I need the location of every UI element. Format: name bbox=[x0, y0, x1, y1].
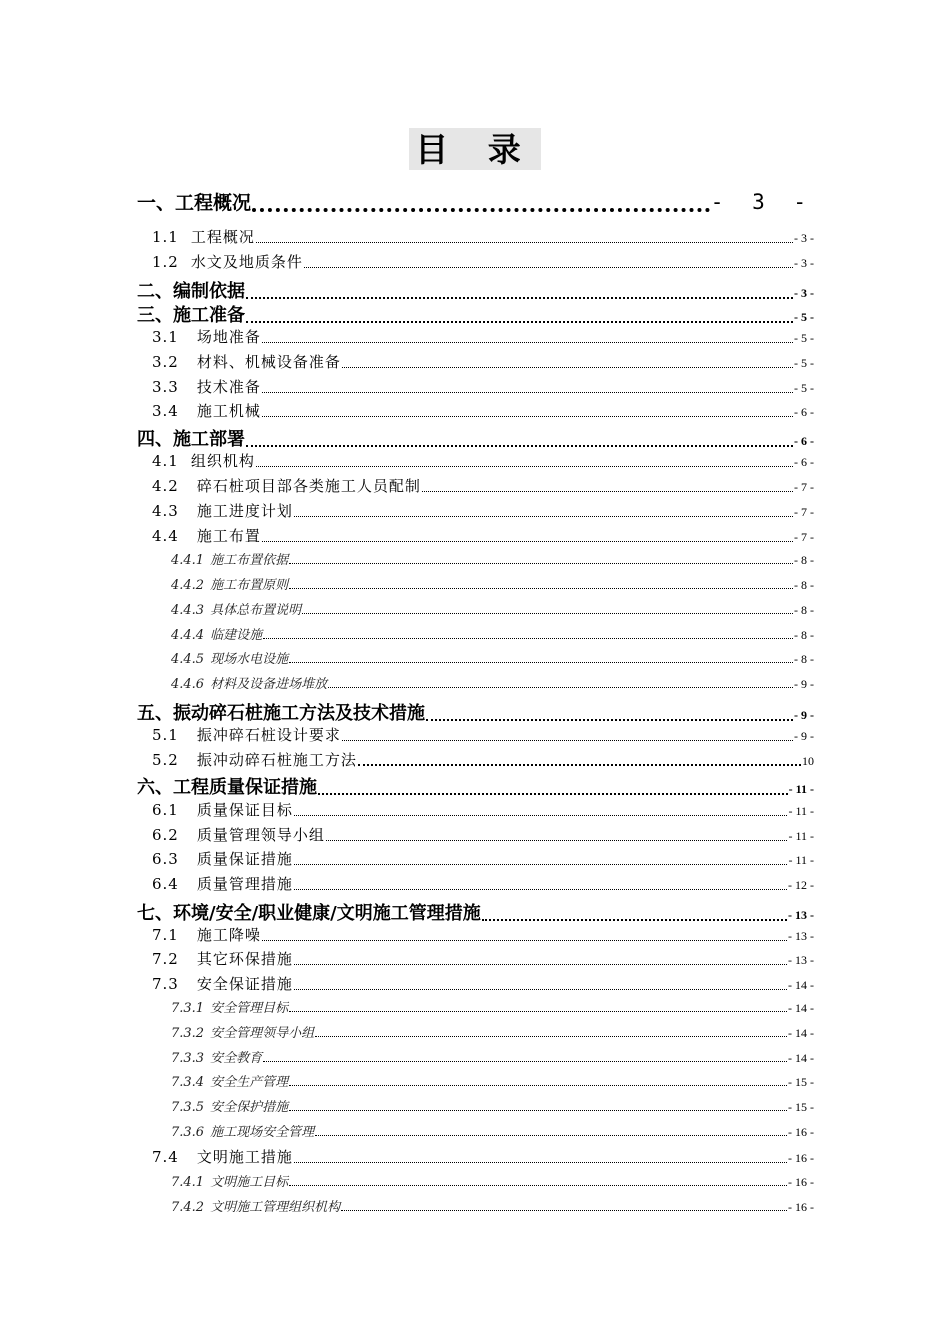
toc-entry-label bbox=[152, 724, 341, 745]
toc-entry-label bbox=[137, 699, 425, 725]
toc-entry-text: 工程概况 bbox=[190, 228, 255, 246]
toc-entry-label bbox=[171, 1121, 314, 1140]
toc-entry[interactable] bbox=[152, 799, 814, 820]
toc-leader-dots bbox=[289, 1185, 787, 1186]
toc-entry[interactable] bbox=[152, 724, 814, 745]
toc-leader-dots bbox=[246, 321, 793, 323]
toc-entry-number: 5.2 bbox=[152, 751, 179, 769]
toc-entry-text: 文明施工措施 bbox=[196, 1148, 293, 1166]
toc-entry-text: 施工进度计划 bbox=[196, 502, 293, 520]
toc-entry-text: 质量保证目标 bbox=[196, 801, 293, 819]
toc-leader-dots bbox=[358, 764, 801, 766]
toc-entry[interactable] bbox=[171, 549, 814, 568]
toc-entry-page: - 11 - bbox=[788, 804, 814, 818]
toc-leader-dots bbox=[262, 940, 787, 941]
toc-entry-number: 7.3.4 bbox=[171, 1075, 205, 1090]
toc-entry-number: 7.2 bbox=[152, 950, 179, 968]
toc-entry[interactable] bbox=[152, 400, 814, 421]
toc-leader-dots bbox=[422, 491, 793, 492]
toc-entry[interactable] bbox=[152, 376, 814, 397]
toc-entry-number: 1.2 bbox=[152, 253, 179, 271]
toc-entry-number: 7.4.2 bbox=[171, 1200, 205, 1215]
toc-entry-label bbox=[152, 351, 341, 372]
toc-entry-label bbox=[171, 1096, 288, 1115]
toc-entry[interactable] bbox=[171, 624, 814, 643]
toc-entry[interactable] bbox=[152, 873, 814, 894]
toc-leader-dots bbox=[289, 588, 793, 589]
toc-entry[interactable] bbox=[171, 599, 814, 618]
toc-entry[interactable] bbox=[171, 648, 814, 667]
toc-entry-text: 水文及地质条件 bbox=[190, 253, 303, 271]
toc-entry-page: - 3 - bbox=[710, 190, 814, 214]
toc-entry-page: - 8 - bbox=[794, 652, 814, 666]
toc-entry-label bbox=[152, 525, 261, 546]
toc-entry[interactable] bbox=[137, 425, 814, 451]
toc-entry-page: - 11 - bbox=[788, 782, 814, 796]
toc-leader-dots bbox=[294, 1162, 787, 1163]
toc-entry-text: 安全生产管理 bbox=[210, 1075, 289, 1090]
toc-entry[interactable] bbox=[137, 899, 814, 925]
toc-entry-number: 7.4.1 bbox=[171, 1175, 205, 1190]
toc-entry-number: 3.2 bbox=[152, 353, 179, 371]
toc-entry[interactable] bbox=[152, 326, 814, 347]
toc-entry-page: 10 bbox=[802, 754, 814, 768]
toc-leader-dots bbox=[246, 445, 793, 447]
toc-entry[interactable] bbox=[137, 188, 814, 215]
toc-entry-label bbox=[152, 749, 357, 770]
toc-entry-text: 七、环境/安全/职业健康/文明施工管理措施 bbox=[137, 903, 481, 924]
toc-entry-page: - 13 - bbox=[788, 929, 814, 943]
toc-entry-text: 四、施工部署 bbox=[137, 429, 245, 450]
toc-entry-page: - 16 - bbox=[788, 1175, 814, 1189]
toc-entry-number: 7.4 bbox=[152, 1148, 179, 1166]
toc-entry-text: 材料、机械设备准备 bbox=[196, 353, 341, 371]
toc-entry-label bbox=[152, 400, 261, 421]
toc-entry-label bbox=[171, 1196, 340, 1215]
toc-entry-text: 安全管理领导小组 bbox=[210, 1026, 315, 1041]
toc-leader-dots bbox=[263, 1061, 787, 1062]
toc-entry-page: - 8 - bbox=[794, 578, 814, 592]
toc-entry-page: - 8 - bbox=[794, 553, 814, 567]
toc-entry[interactable] bbox=[171, 574, 814, 593]
toc-entry[interactable] bbox=[137, 301, 814, 327]
toc-entry-page: - 13 - bbox=[788, 908, 814, 922]
toc-entry-text: 三、施工准备 bbox=[137, 305, 245, 326]
toc-entry-label bbox=[137, 277, 245, 303]
toc-entry-page: - 5 - bbox=[794, 381, 814, 395]
toc-leader-dots bbox=[262, 342, 793, 343]
toc-entry[interactable] bbox=[152, 824, 814, 845]
toc-entry-label bbox=[152, 824, 325, 845]
toc-entry-page: - 14 - bbox=[788, 1051, 814, 1065]
toc-leader-dots bbox=[302, 613, 793, 614]
toc-leader-dots bbox=[294, 516, 793, 517]
toc-leader-dots bbox=[342, 367, 793, 368]
toc-entry-text: 质量保证措施 bbox=[196, 850, 293, 868]
toc-leader-dots bbox=[289, 1011, 787, 1012]
toc-entry[interactable] bbox=[171, 997, 814, 1016]
toc-entry[interactable] bbox=[152, 948, 814, 969]
toc-entry-label bbox=[137, 899, 481, 925]
toc-entry[interactable] bbox=[171, 1096, 814, 1115]
toc-leader-dots bbox=[294, 964, 787, 965]
toc-entry-text: 其它环保措施 bbox=[196, 950, 293, 968]
toc-entry-number: 5.1 bbox=[152, 726, 179, 744]
toc-entry-text: 技术准备 bbox=[196, 378, 261, 396]
toc-entry-label bbox=[152, 948, 293, 969]
toc-leader-dots bbox=[256, 242, 793, 243]
toc-entry-text: 一、工程概况 bbox=[137, 192, 252, 214]
toc-entry-label bbox=[152, 924, 261, 945]
toc-entry-text: 施工机械 bbox=[196, 402, 261, 420]
toc-entry[interactable] bbox=[152, 450, 814, 471]
toc-entry-text: 安全教育 bbox=[210, 1051, 263, 1066]
toc-entry-page: - 11 - bbox=[788, 853, 814, 867]
toc-leader-dots bbox=[326, 840, 788, 841]
toc-entry-text: 振冲动碎石桩施工方法 bbox=[196, 751, 357, 769]
title-wrap bbox=[0, 128, 950, 170]
toc-leader-dots bbox=[252, 208, 710, 212]
toc-entry-page: - 7 - bbox=[794, 530, 814, 544]
toc-leader-dots bbox=[294, 989, 787, 990]
toc-leader-dots bbox=[262, 541, 793, 542]
toc-entry-label bbox=[171, 648, 288, 667]
toc-entry-page: - 3 - bbox=[794, 231, 814, 245]
toc-entry[interactable] bbox=[152, 924, 814, 945]
toc-entry-text: 五、振动碎石桩施工方法及技术措施 bbox=[137, 703, 425, 724]
toc-entry-label bbox=[152, 1146, 293, 1167]
toc-entry-label bbox=[152, 376, 261, 397]
toc-entry-page: - 7 - bbox=[794, 505, 814, 519]
toc-entry-label bbox=[171, 549, 288, 568]
toc-entry-page: - 8 - bbox=[794, 628, 814, 642]
toc-entry-text: 施工降噪 bbox=[196, 926, 261, 944]
toc-entry[interactable] bbox=[171, 1171, 814, 1190]
toc-entry-page: - 13 - bbox=[788, 953, 814, 967]
toc-entry[interactable] bbox=[152, 500, 814, 521]
toc-entry-number: 6.2 bbox=[152, 826, 179, 844]
toc-entry-text: 材料及设备进场堆放 bbox=[210, 677, 328, 692]
toc-entry[interactable] bbox=[171, 673, 814, 692]
toc-leader-dots bbox=[482, 919, 787, 921]
toc-entry-number: 6.1 bbox=[152, 801, 179, 819]
toc-entry-number: 7.3.2 bbox=[171, 1026, 205, 1041]
toc-entry[interactable] bbox=[171, 1196, 814, 1215]
toc-entry-label bbox=[137, 773, 317, 799]
toc-entry-text: 施工布置 bbox=[196, 527, 261, 545]
toc-leader-dots bbox=[318, 793, 788, 795]
toc-entry-page: - 14 - bbox=[788, 978, 814, 992]
toc-entry-page: - 15 - bbox=[788, 1075, 814, 1089]
toc-entry-text: 安全管理目标 bbox=[210, 1001, 289, 1016]
toc-leader-dots bbox=[262, 392, 793, 393]
toc-entry-page: - 5 - bbox=[794, 356, 814, 370]
toc-entry-text: 安全保证措施 bbox=[196, 975, 293, 993]
toc-leader-dots bbox=[246, 297, 793, 299]
toc-entry-text: 组织机构 bbox=[190, 452, 255, 470]
toc-entry-label bbox=[152, 848, 293, 869]
toc-entry-label bbox=[171, 624, 262, 643]
toc-leader-dots bbox=[304, 267, 793, 268]
toc-entry-number: 4.4.4 bbox=[171, 628, 205, 643]
toc-entry-page: - 15 - bbox=[788, 1100, 814, 1114]
toc-leader-dots bbox=[263, 638, 793, 639]
toc-entry-page: - 16 - bbox=[788, 1151, 814, 1165]
toc-entry-label bbox=[152, 500, 293, 521]
toc-leader-dots bbox=[294, 864, 788, 865]
toc-entry-label bbox=[137, 188, 251, 215]
toc-entry-text: 质量管理领导小组 bbox=[196, 826, 325, 844]
toc-entry[interactable] bbox=[152, 226, 814, 247]
toc-entry-page: - 16 - bbox=[788, 1125, 814, 1139]
toc-entry[interactable] bbox=[152, 351, 814, 372]
toc-entry-page: - 9 - bbox=[794, 708, 814, 722]
toc-entry-text: 施工布置依据 bbox=[210, 553, 289, 568]
toc-entry-page: - 12 - bbox=[788, 878, 814, 892]
toc-entry[interactable] bbox=[152, 749, 814, 770]
toc-entry-label bbox=[152, 326, 261, 347]
toc-entry[interactable] bbox=[152, 251, 814, 272]
toc-entry-page: - 9 - bbox=[794, 677, 814, 691]
toc-entry-label bbox=[152, 475, 421, 496]
toc-entry-number: 4.1 bbox=[152, 452, 179, 470]
toc-leader-dots bbox=[341, 1210, 787, 1211]
toc-entry[interactable] bbox=[171, 1071, 814, 1090]
toc-leader-dots bbox=[315, 1036, 787, 1037]
toc-entry-text: 现场水电设施 bbox=[210, 652, 289, 667]
toc-entry-number: 4.4.2 bbox=[171, 578, 205, 593]
toc-entry-label bbox=[171, 1071, 288, 1090]
toc-entry-page: - 3 - bbox=[794, 286, 814, 300]
toc-entry-page: - 5 - bbox=[794, 310, 814, 324]
toc-entry-number: 7.3.5 bbox=[171, 1100, 205, 1115]
toc-entry-number: 6.4 bbox=[152, 875, 179, 893]
toc-entry-label bbox=[171, 1022, 314, 1041]
toc-entry-text: 二、编制依据 bbox=[137, 281, 245, 302]
toc-entry[interactable] bbox=[152, 1146, 814, 1167]
toc-leader-dots bbox=[289, 1110, 787, 1111]
toc-entry[interactable] bbox=[152, 525, 814, 546]
toc-entry[interactable] bbox=[137, 773, 814, 799]
toc-entry-number: 7.3.6 bbox=[171, 1125, 205, 1140]
toc-entry-label bbox=[152, 450, 255, 471]
toc-entry-page: - 14 - bbox=[788, 1026, 814, 1040]
toc-entry-text: 施工现场安全管理 bbox=[210, 1125, 315, 1140]
toc-leader-dots bbox=[262, 416, 793, 417]
toc-entry-label bbox=[171, 599, 301, 618]
toc-entry-number: 7.3.1 bbox=[171, 1001, 205, 1016]
toc-entry-text: 六、工程质量保证措施 bbox=[137, 777, 317, 798]
toc-entry-number: 4.4.5 bbox=[171, 652, 205, 667]
toc-entry-text: 振冲碎石桩设计要求 bbox=[196, 726, 341, 744]
toc-entry-page: - 11 - bbox=[788, 829, 814, 843]
toc-entry-text: 场地准备 bbox=[196, 328, 261, 346]
toc-entry-page: - 14 - bbox=[788, 1001, 814, 1015]
toc-entry-text: 质量管理措施 bbox=[196, 875, 293, 893]
toc-entry-number: 6.3 bbox=[152, 850, 179, 868]
toc-entry-number: 4.3 bbox=[152, 502, 179, 520]
toc-entry-number: 7.1 bbox=[152, 926, 179, 944]
toc-entry-label bbox=[137, 301, 245, 327]
toc-entry[interactable] bbox=[171, 1022, 814, 1041]
toc-entry-number: 4.4 bbox=[152, 527, 179, 545]
toc-leader-dots bbox=[315, 1135, 787, 1136]
toc-entry-number: 4.4.6 bbox=[171, 677, 205, 692]
toc-title: 目 录 bbox=[409, 128, 541, 170]
toc-entry[interactable] bbox=[137, 277, 814, 303]
toc-entry-label bbox=[171, 1171, 288, 1190]
toc-leader-dots bbox=[289, 563, 793, 564]
toc-entry[interactable] bbox=[171, 1121, 814, 1140]
toc-entry-label bbox=[171, 673, 327, 692]
toc-entry-page: - 9 - bbox=[794, 729, 814, 743]
toc-entry-label bbox=[152, 226, 255, 247]
toc-entry-number: 4.4.1 bbox=[171, 553, 205, 568]
toc-entry-label bbox=[152, 251, 303, 272]
toc-entry-text: 文明施工目标 bbox=[210, 1175, 289, 1190]
toc-leader-dots bbox=[289, 1085, 787, 1086]
toc-entry-number: 3.4 bbox=[152, 402, 179, 420]
toc-entry-text: 安全保护措施 bbox=[210, 1100, 289, 1115]
toc-entry-text: 文明施工管理组织机构 bbox=[210, 1200, 341, 1215]
toc-entry-page: - 6 - bbox=[794, 455, 814, 469]
toc-entry-label bbox=[152, 873, 293, 894]
toc-entry-text: 施工布置原则 bbox=[210, 578, 289, 593]
toc-entry[interactable] bbox=[137, 699, 814, 725]
toc-entry[interactable] bbox=[152, 973, 814, 994]
toc-entry-text: 碎石桩项目部各类施工人员配制 bbox=[196, 477, 421, 495]
toc-leader-dots bbox=[328, 687, 793, 688]
toc-entry-number: 4.4.3 bbox=[171, 603, 205, 618]
toc-leader-dots bbox=[294, 815, 788, 816]
toc-leader-dots bbox=[294, 889, 787, 890]
toc-entry-number: 3.3 bbox=[152, 378, 179, 396]
toc-entry[interactable] bbox=[171, 1047, 814, 1066]
toc-entry-page: - 3 - bbox=[794, 256, 814, 270]
toc-entry-label bbox=[171, 997, 288, 1016]
toc-leader-dots bbox=[289, 662, 793, 663]
toc-entry-page: - 5 - bbox=[794, 331, 814, 345]
toc-entry-label bbox=[137, 425, 245, 451]
toc-entry-page: - 6 - bbox=[794, 405, 814, 419]
toc-entry-text: 临建设施 bbox=[210, 628, 263, 643]
toc-entry-label bbox=[152, 973, 293, 994]
toc-entry-page: - 7 - bbox=[794, 480, 814, 494]
toc-leader-dots bbox=[426, 719, 793, 721]
toc-entry-page: - 16 - bbox=[788, 1200, 814, 1214]
toc-entry-page: - 6 - bbox=[794, 434, 814, 448]
toc-entry-number: 3.1 bbox=[152, 328, 179, 346]
toc-entry-number: 1.1 bbox=[152, 228, 179, 246]
toc-entry-label bbox=[171, 1047, 262, 1066]
toc-leader-dots bbox=[256, 466, 793, 467]
toc-entry-number: 4.2 bbox=[152, 477, 179, 495]
toc-entry[interactable] bbox=[152, 848, 814, 869]
toc-entry-page: - 8 - bbox=[794, 603, 814, 617]
toc-entry-text: 具体总布置说明 bbox=[210, 603, 302, 618]
toc-entry-label bbox=[152, 799, 293, 820]
toc-entry-number: 7.3.3 bbox=[171, 1051, 205, 1066]
toc-entry-label bbox=[171, 574, 288, 593]
toc-leader-dots bbox=[342, 740, 793, 741]
toc-entry-number: 7.3 bbox=[152, 975, 179, 993]
toc-entry[interactable] bbox=[152, 475, 814, 496]
